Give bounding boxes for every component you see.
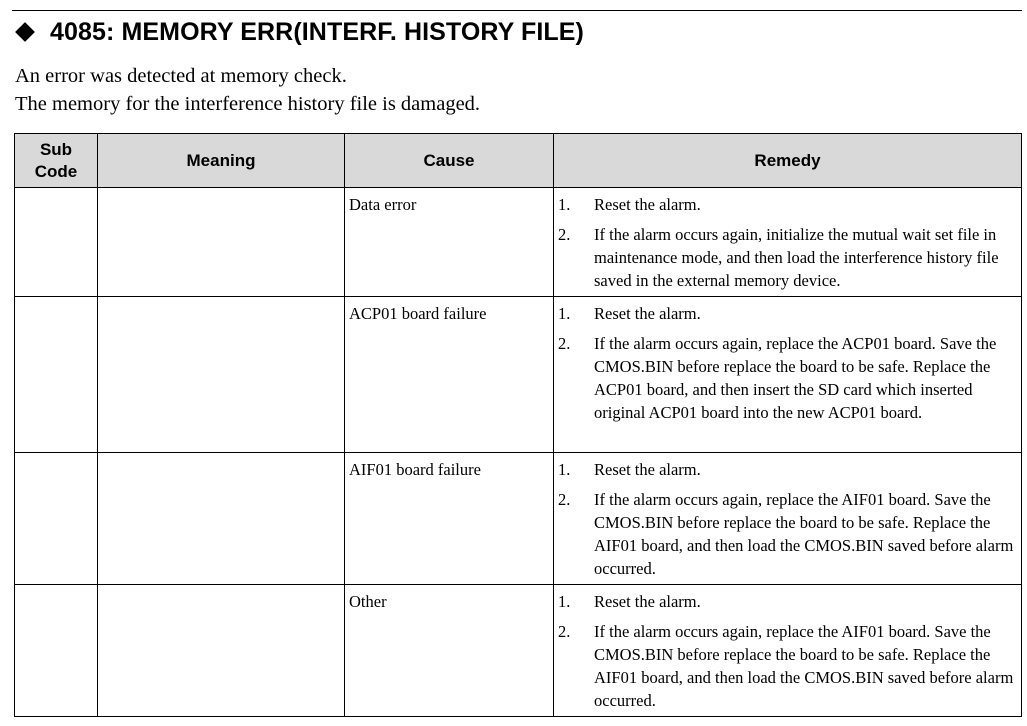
step-text: If the alarm occurs again, initialize the mutual wait set file in maintenance mode, and then load the interference history file saved in the external memory device. bbox=[594, 225, 999, 290]
cause-text: Other bbox=[349, 592, 387, 611]
remedy-step bbox=[558, 488, 1015, 580]
cause-cell bbox=[345, 585, 554, 717]
step-text: Reset the alarm. bbox=[594, 195, 701, 214]
header-cause: Cause bbox=[345, 134, 554, 188]
step-number: 2. bbox=[558, 334, 571, 353]
remedy-cell bbox=[554, 188, 1022, 297]
step-text: If the alarm occurs again, replace the AIF01 board. Save the CMOS.BIN before replace the board to be safe. Replace the AIF01 board, and then load the CMOS.BIN saved before alarm occurred. bbox=[594, 622, 1014, 710]
diamond-icon bbox=[15, 22, 35, 42]
remedy-step bbox=[558, 590, 1015, 613]
remedy-step bbox=[558, 458, 1015, 481]
meaning-cell bbox=[98, 585, 345, 717]
remedy-step bbox=[558, 332, 1015, 424]
description-line-1: An error was detected at memory check. bbox=[15, 65, 347, 87]
alarm-table bbox=[14, 133, 1022, 717]
step-number: 2. bbox=[558, 490, 571, 509]
description-line-2: The memory for the interference history file is damaged. bbox=[15, 93, 481, 115]
step-number: 1. bbox=[558, 460, 571, 479]
step-number: 2. bbox=[558, 622, 571, 641]
remedy-cell bbox=[554, 585, 1022, 717]
remedy-step bbox=[558, 302, 1015, 325]
step-number: 1. bbox=[558, 195, 571, 214]
remedy-step bbox=[558, 223, 1015, 292]
sub-code-cell bbox=[15, 188, 98, 297]
step-text: Reset the alarm. bbox=[594, 592, 701, 611]
header-meaning: Meaning bbox=[98, 134, 345, 188]
step-text: Reset the alarm. bbox=[594, 460, 701, 479]
remedy-list bbox=[554, 585, 1021, 716]
remedy-step bbox=[558, 193, 1015, 216]
cause-text: AIF01 board failure bbox=[349, 460, 481, 479]
step-number: 1. bbox=[558, 304, 571, 323]
cause-cell bbox=[345, 297, 554, 453]
meaning-cell bbox=[98, 297, 345, 453]
step-number: 1. bbox=[558, 592, 571, 611]
cause-text: ACP01 board failure bbox=[349, 304, 487, 323]
meaning-cell bbox=[98, 453, 345, 585]
header-remedy: Remedy bbox=[554, 134, 1022, 188]
remedy-list bbox=[554, 188, 1021, 296]
sub-code-cell bbox=[15, 585, 98, 717]
remedy-list bbox=[554, 297, 1021, 428]
sub-code-cell bbox=[15, 297, 98, 453]
step-text: If the alarm occurs again, replace the ACP01 board. Save the CMOS.BIN before replace the board to be safe. Replace the ACP01 board, and then insert the SD card which inserted original ACP01 board into the new ACP01 board. bbox=[594, 334, 997, 422]
remedy-step bbox=[558, 620, 1015, 712]
table-row bbox=[15, 585, 1022, 717]
table-row bbox=[15, 188, 1022, 297]
cause-cell bbox=[345, 188, 554, 297]
page-title bbox=[12, 14, 584, 50]
remedy-list bbox=[554, 453, 1021, 584]
header-sub-code: Sub Code bbox=[15, 134, 98, 188]
meaning-cell bbox=[98, 188, 345, 297]
step-text: If the alarm occurs again, replace the AIF01 board. Save the CMOS.BIN before replace the board to be safe. Replace the AIF01 board, and then load the CMOS.BIN saved before alarm occurred. bbox=[594, 490, 1014, 578]
remedy-cell bbox=[554, 453, 1022, 585]
table-row bbox=[15, 297, 1022, 453]
table-row bbox=[15, 453, 1022, 585]
page-title-text: 4085: MEMORY ERR(INTERF. HISTORY FILE) bbox=[50, 17, 584, 46]
step-text: Reset the alarm. bbox=[594, 304, 701, 323]
step-number: 2. bbox=[558, 225, 571, 244]
sub-code-cell bbox=[15, 453, 98, 585]
cause-cell bbox=[345, 453, 554, 585]
top-rule bbox=[12, 10, 1022, 11]
remedy-cell bbox=[554, 297, 1022, 453]
table-header-row bbox=[15, 134, 1022, 188]
cause-text: Data error bbox=[349, 195, 417, 214]
